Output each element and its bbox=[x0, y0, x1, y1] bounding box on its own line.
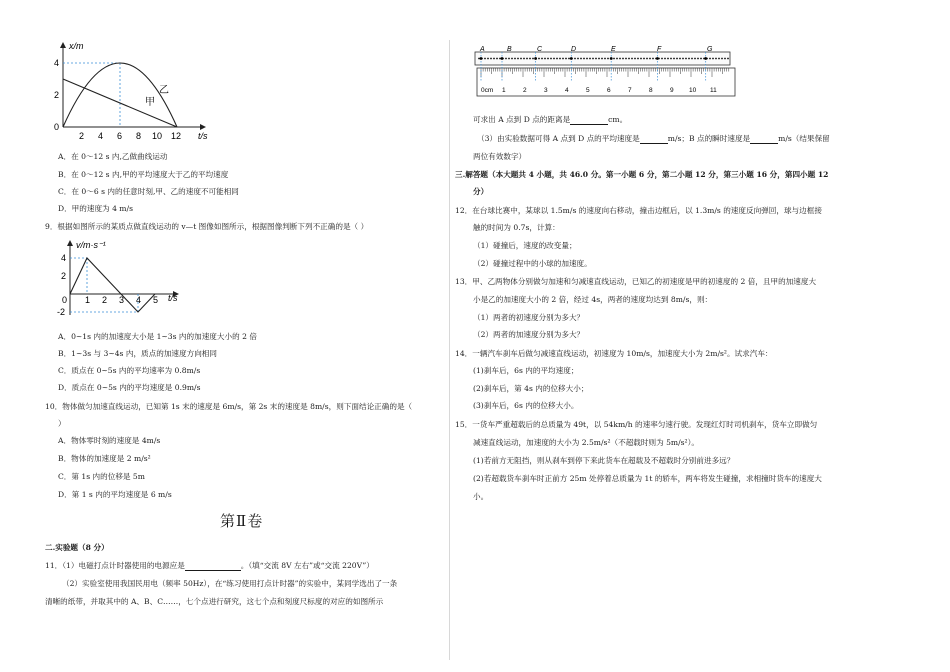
tape-dot bbox=[616, 58, 618, 60]
tape-point-e bbox=[610, 57, 613, 60]
ruler-number-11: 11 bbox=[710, 87, 717, 94]
vt-xtick-1: 1 bbox=[85, 295, 91, 305]
tape-dot bbox=[601, 58, 603, 60]
tape-dot bbox=[496, 58, 498, 60]
xt-xtick-8: 8 bbox=[136, 131, 142, 141]
tape-dot bbox=[613, 58, 615, 60]
tape-dot bbox=[709, 58, 711, 60]
tape-point-f bbox=[656, 57, 659, 60]
xt-xtick-2: 2 bbox=[79, 131, 85, 141]
q11-result-line1 bbox=[473, 115, 627, 125]
q11-line1 bbox=[45, 561, 374, 571]
tape-dot bbox=[664, 58, 666, 60]
tape-dot bbox=[661, 58, 663, 60]
tape-dot bbox=[538, 58, 540, 60]
tape-dot bbox=[682, 58, 684, 60]
q9-option-a: A．0~1s 内的加速度大小是 1~3s 内的加速度大小的 2 倍 bbox=[58, 332, 257, 341]
tape-dot bbox=[553, 58, 555, 60]
tape-dot bbox=[724, 58, 726, 60]
tape-dot bbox=[532, 58, 534, 60]
xt-graph bbox=[55, 38, 230, 146]
tape-dot bbox=[634, 58, 636, 60]
xt-xtick-10: 10 bbox=[152, 131, 163, 141]
tape-dot bbox=[508, 58, 510, 60]
tape-dot bbox=[700, 58, 702, 60]
tape-dot bbox=[727, 58, 729, 60]
vt-line bbox=[70, 258, 155, 312]
q12-line3: （1）碰撞后，速度的改变量； bbox=[473, 241, 577, 250]
ruler bbox=[477, 68, 735, 96]
q10-option-b: B．物体的加速度是 2 m/s² bbox=[58, 454, 151, 463]
tape-dot bbox=[604, 58, 606, 60]
tape-point-g bbox=[704, 57, 707, 60]
tape-dot bbox=[652, 58, 654, 60]
q12-line2: 触的时间为 0.7s，计算： bbox=[473, 223, 560, 232]
tape-dot bbox=[640, 58, 642, 60]
q11-r2-text-b: m/s；B 点的瞬时速度是 bbox=[667, 134, 751, 143]
tape-dot bbox=[637, 58, 639, 60]
tape-dot bbox=[541, 58, 543, 60]
ruler-unit-label: 0cm bbox=[481, 87, 494, 94]
tape-dot bbox=[718, 58, 720, 60]
q8-option-a: A．在 0～12 s 内,乙做曲线运动 bbox=[58, 152, 168, 161]
tape-dot bbox=[595, 58, 597, 60]
tape-point-c bbox=[534, 57, 537, 60]
vt-xtick-5: 5 bbox=[153, 295, 159, 305]
tape-dot bbox=[511, 58, 513, 60]
q11-blank-power[interactable] bbox=[185, 562, 241, 571]
q11-blank-ad-distance[interactable] bbox=[570, 116, 608, 125]
tape-dot bbox=[685, 58, 687, 60]
ruler-number-1: 1 bbox=[502, 87, 506, 94]
tape-dot bbox=[487, 58, 489, 60]
q15-line4: (2)若超载货车刹车时正前方 25m 处停着总质量为 1t 的轿车，两车将发生碰撞，求相撞时货车的速度大 bbox=[473, 474, 822, 483]
vt-x-label: t/s bbox=[168, 293, 178, 303]
xt-origin: 0 bbox=[54, 122, 60, 132]
ruler-number-9: 9 bbox=[670, 87, 674, 94]
q15-line1: 15．一货车严重超载后的总质量为 49t，以 54km/h 的速率匀速行驶。发现红灯时司机刹车，货车立即做匀 bbox=[455, 420, 818, 429]
q11-r1-text-b: cm。 bbox=[608, 115, 628, 124]
ruler-number-2: 2 bbox=[523, 87, 527, 94]
tape-dot bbox=[505, 58, 507, 60]
part2-title: 第Ⅱ卷 bbox=[220, 512, 264, 530]
q11-blank-avg-speed[interactable] bbox=[640, 135, 668, 144]
q11-r1-text-a: 可求出 A 点到 D 点的距离是 bbox=[473, 115, 571, 124]
tape-label-d: D bbox=[571, 46, 577, 53]
q14-line4: (3)刹车后，6s 内的位移大小。 bbox=[473, 401, 579, 410]
tape-dot bbox=[586, 58, 588, 60]
section2-heading: 二.实验题（8 分） bbox=[45, 543, 109, 552]
q13-line3: （1）两者的初速度分别为多大？ bbox=[473, 313, 585, 322]
q12-line1: 12．在台球比赛中，某球以 1.5m/s 的速度向右移动，撞击边框后，以 1.3m/s 的速度反向弹回，球与边框接 bbox=[455, 206, 822, 215]
vt-ytick-2: 2 bbox=[61, 271, 67, 281]
tape-label-c: C bbox=[537, 46, 543, 53]
tape-dot bbox=[676, 58, 678, 60]
vt-xtick-3: 3 bbox=[119, 295, 125, 305]
tape-dot bbox=[715, 58, 717, 60]
q10-stem: 10．物体做匀加速直线运动，已知第 1s 末的速度是 6m/s，第 2s 末的速度是 8m/s，则下面结论正确的是（ bbox=[45, 402, 413, 411]
tape-dot bbox=[526, 58, 528, 60]
tape-dot bbox=[559, 58, 561, 60]
q9-option-b: B．1~3s 与 3~4s 内，质点的加速度方向相同 bbox=[58, 349, 217, 358]
tape-dot bbox=[679, 58, 681, 60]
q15-line2: 减速直线运动，加速度的大小为 2.5m/s²（不超载时则为 5m/s²）。 bbox=[473, 438, 699, 447]
q10-stem-cont: ） bbox=[58, 419, 66, 428]
xt-xtick-12: 12 bbox=[171, 131, 182, 141]
tape-dot bbox=[643, 58, 645, 60]
tape-dot bbox=[517, 58, 519, 60]
tape-dot bbox=[697, 58, 699, 60]
tape-dot bbox=[589, 58, 591, 60]
tape-dot bbox=[673, 58, 675, 60]
tape-dot bbox=[547, 58, 549, 60]
tape-point-b bbox=[501, 57, 504, 60]
tape-dot bbox=[550, 58, 552, 60]
tape-dot bbox=[562, 58, 564, 60]
q11-line1-text-b: 。（填“交流 8V 左右”或“交流 220V”） bbox=[240, 561, 374, 570]
q13-line2: 小是乙的加速度大小的 2 倍，经过 4s，两者的速度均达到 8m/s，则： bbox=[473, 295, 713, 304]
q10-option-a: A．物体零时刻的速度是 4m/s bbox=[58, 436, 161, 445]
vt-graph bbox=[57, 237, 190, 317]
tape-dot bbox=[721, 58, 723, 60]
vt-origin: 0 bbox=[62, 295, 68, 305]
q15-line3: (1)若前方无阻挡，则从刹车到停下来此货车在超载及不超载时分别前进多远？ bbox=[473, 456, 735, 465]
tape-dot bbox=[520, 58, 522, 60]
xt-label-yi: 乙 bbox=[159, 85, 169, 96]
section3-heading-cont: 分） bbox=[473, 187, 489, 196]
tape-label-a: A bbox=[480, 46, 485, 53]
q11-r2-text-c: m/s（结果保留 bbox=[778, 134, 830, 143]
tape-dot bbox=[688, 58, 690, 60]
tape-dot bbox=[529, 58, 531, 60]
section3-heading: 三.解答题（本大题共 4 小题，共 46.0 分。第一小题 6 分，第二小题 12 分，第三小题 16 分，第四小题 12 bbox=[455, 170, 829, 179]
q8-option-b: B．在 0～12 s 内,甲的平均速度大于乙的平均速度 bbox=[58, 170, 229, 179]
ruler-number-5: 5 bbox=[586, 87, 590, 94]
q10-option-c: C．第 1s 内的位移是 5m bbox=[58, 472, 145, 481]
tape-dot bbox=[577, 58, 579, 60]
xt-x-label: t/s bbox=[198, 131, 208, 141]
tape-dot bbox=[667, 58, 669, 60]
q11-line3: 清晰的纸带，并取其中的 A、B、C……，七个点进行研究，这七个点和刻度尺标度的对应的如图所示 bbox=[45, 597, 384, 606]
q10-option-d: D．第 1 s 内的平均速度是 6 m/s bbox=[58, 490, 172, 499]
q8-option-d: D．甲的速度为 4 m/s bbox=[58, 204, 133, 213]
tape-dot bbox=[628, 58, 630, 60]
q9-option-c: C．质点在 0~5s 内的平均速率为 0.8m/s bbox=[58, 366, 201, 375]
tape-point-a bbox=[480, 57, 483, 60]
tape-dot bbox=[490, 58, 492, 60]
tape-point-d bbox=[570, 57, 573, 60]
vt-xtick-4: 4 bbox=[136, 295, 142, 305]
tape-label-b: B bbox=[507, 46, 512, 53]
tape-dot bbox=[583, 58, 585, 60]
column-divider bbox=[449, 40, 450, 660]
q11-line2: （2）实验室使用我国民用电（频率 50Hz），在“练习使用打点计时器”的实验中，某同学选出了一条 bbox=[62, 579, 398, 588]
ruler-number-8: 8 bbox=[649, 87, 653, 94]
tape-dot bbox=[619, 58, 621, 60]
tape-dot bbox=[565, 58, 567, 60]
q14-line1: 14．一辆汽车刹车后做匀减速直线运动，初速度为 10m/s，加速度大小为 2m/s²。试求汽车： bbox=[455, 349, 773, 358]
vt-ytick-4: 4 bbox=[61, 253, 67, 263]
tape-dot bbox=[484, 58, 486, 60]
tape-dot bbox=[574, 58, 576, 60]
q14-line3: (2)刹车后，第 4s 内的位移大小； bbox=[473, 384, 589, 393]
tape-dot bbox=[670, 58, 672, 60]
tape-dot bbox=[646, 58, 648, 60]
q13-line4: （2）两者的加速度分别为多大？ bbox=[473, 330, 585, 339]
tape-dot bbox=[631, 58, 633, 60]
ruler-number-4: 4 bbox=[565, 87, 569, 94]
q11-r2-text-a: （3）由实验数据可得 A 点到 D 点的平均速度是 bbox=[477, 134, 640, 143]
q11-result-line3: 两位有效数字） bbox=[473, 152, 527, 161]
tape-dot bbox=[493, 58, 495, 60]
tape-dot bbox=[712, 58, 714, 60]
tape-dot bbox=[649, 58, 651, 60]
vt-ytick-neg2: -2 bbox=[57, 307, 66, 317]
q11-result-line2 bbox=[477, 134, 830, 144]
xt-label-jia: 甲 bbox=[145, 97, 155, 108]
ruler-number-6: 6 bbox=[607, 87, 611, 94]
tape-dot bbox=[625, 58, 627, 60]
q11-line1-text-a: 11．（1）电磁打点计时器使用的电源应是 bbox=[45, 561, 185, 570]
xt-y-label: x/m bbox=[69, 41, 84, 51]
q12-line4: （2）碰撞过程中的小球的加速度。 bbox=[473, 259, 592, 268]
xt-ytick-4: 4 bbox=[54, 58, 60, 68]
tape-dot bbox=[598, 58, 600, 60]
tape-label-g: G bbox=[707, 46, 713, 53]
ruler-number-7: 7 bbox=[628, 87, 632, 94]
q8-option-c: C．在 0～6 s 内的任意时刻,甲、乙的速度不可能相同 bbox=[58, 187, 239, 196]
tape-dot bbox=[691, 58, 693, 60]
xt-xtick-6: 6 bbox=[117, 131, 123, 141]
q14-line2: (1)刹车后，6s 内的平均速度； bbox=[473, 366, 579, 375]
vt-y-label: v/m·s⁻¹ bbox=[76, 240, 106, 250]
q9-option-d: D．质点在 0~5s 内的平均速度是 0.9m/s bbox=[58, 383, 201, 392]
ruler-number-10: 10 bbox=[689, 87, 697, 94]
tape-label-e: E bbox=[611, 46, 616, 53]
tape-dot bbox=[544, 58, 546, 60]
tape-dot bbox=[523, 58, 525, 60]
tape-ruler-figure bbox=[475, 44, 737, 98]
tape-label-f: F bbox=[657, 46, 662, 53]
tape-dot bbox=[514, 58, 516, 60]
ruler-number-3: 3 bbox=[544, 87, 548, 94]
tape-dot bbox=[556, 58, 558, 60]
tape-dot bbox=[622, 58, 624, 60]
tape-dot bbox=[568, 58, 570, 60]
vt-xtick-2: 2 bbox=[102, 295, 108, 305]
xt-ytick-2: 2 bbox=[54, 90, 60, 100]
q13-line1: 13．甲、乙两物体分别做匀加速和匀减速直线运动，已知乙的初速度是甲的初速度的 2 倍，且甲的加速度大 bbox=[455, 277, 817, 286]
xt-xtick-4: 4 bbox=[98, 131, 104, 141]
tape-dot bbox=[592, 58, 594, 60]
tape-dot bbox=[580, 58, 582, 60]
q15-line5: 小。 bbox=[473, 492, 489, 501]
tape-dot bbox=[607, 58, 609, 60]
q11-blank-b-speed[interactable] bbox=[750, 135, 778, 144]
tape-dot bbox=[694, 58, 696, 60]
q9-stem: 9．根据如图所示的某质点做直线运动的 v—t 图像如图所示，根据图像判断下列不正确的是（ ） bbox=[45, 222, 369, 231]
